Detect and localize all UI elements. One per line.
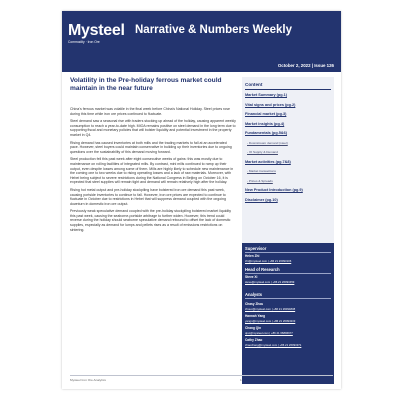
logo-tagline: Commodity · Iron Ore [68,40,100,44]
contents-heading: Content [245,82,263,87]
contact-name: Steve Xi [245,275,258,279]
analysts-label: Analysts [245,292,263,297]
contact-name: Chasy Zhou [245,302,264,306]
contact-details[interactable]: zhi@mysteel.com | +86 21 26093106 [245,259,292,263]
masthead [62,11,341,60]
contact-details[interactable]: yangn@mysteel.com | +86 21 26093233 [245,319,296,323]
issue-date: October 2, 2022 | Issue 126 [277,63,334,68]
toc-link-market-insights[interactable]: Market insights (pg.4) [245,121,285,126]
contact-name: Helen Zhi [245,254,260,258]
toc-link-io-supply-demand[interactable]: - IO Supply & Demand [247,150,278,154]
article-paragraph: Steel demand saw a seasonal rise with traders stocking up ahead of the holiday, causing apparent weekly consumption to reach a year-to-date high. MIOA remains positive on steel demand in the long term due to supporting fiscal and monetary policies that will bolster liquidity and potential investment in the property market in Q4. [70,119,236,137]
contact-name: Hannah Yang [245,314,266,318]
footer-divider [70,375,333,376]
dateline-bar [62,60,341,72]
divider [245,273,331,274]
divider [245,298,331,299]
divider [245,89,331,90]
mysteel-logo: Mysteel [68,22,125,39]
article-body [70,107,236,235]
divider [245,252,331,253]
newsletter-page [62,11,341,389]
contact-details[interactable]: qinc@mysteel.com | +86 21 66896977 [245,331,293,335]
toc-link-market-transactions[interactable]: - Market transactions [247,169,276,173]
contact-name: Cathy Zhao [245,338,263,342]
head-of-research-label: Head of Research [245,267,280,272]
toc-link-prices-spreads[interactable]: - Prices & Spreads [247,178,273,183]
toc-link-vital-signs[interactable]: Vital signs and prices (pg.2) [245,102,296,107]
toc-link-fundamentals[interactable]: Fundamentals (pg.5&6) [245,131,287,135]
page-number: 1 [240,378,242,382]
footer-publisher: Mysteel Iron Ore Analytics [70,378,106,382]
article-paragraph: Rising hot metal output and pre-holiday stockpiling have bolstered iron ore demand this past week, causing portside inventories to continue to fall. However, iron ore prices are expected to continue to fluctuate in October due to restrictions in Hebei that will suppress demand coupled with the ongoing downturn in domestic iron ore output. [70,187,226,206]
contact-name: Chang Qin [245,326,262,330]
article-paragraph: Steel production fell this past week after eight consecutive weeks of gains: this was mostly due to maintenance on rolling facilities of integrated mills. By contrast, mini mills continued to ramp up their output, even despite losses among some of them. Mills are highly likely to schedule new maintenance in the coming one to two weeks due to rising operating losses and a lack of raw materials. Moreover, with Hebei being subject to severe restrictions during the National Congress in Beijing on October 16, it is expected that steel supplies will remain tight and demand will remain relatively high after the holiday. [70,157,234,185]
article-paragraph: China's ferrous market was volatile in the final week before China's National Holiday. Steel prices rose during this time while iron ore prices continued to fluctuate. [70,107,230,116]
toc-link-market-activities[interactable]: Market activities (pg.7&8) [245,159,291,164]
contact-details[interactable]: steve@mysteel.com | +86 21 26093459 [245,280,295,284]
table-of-contents [245,91,333,205]
toc-link-new-product[interactable]: New Product Introduction (pg.9) [245,188,303,192]
article-paragraph: Rising demand has caused inventories at both mills and the trading markets to fall at an accelerated pace. However, steel buyers could maintain conservative in building up their inventories due to ongoing questions over the sustainability of this demand moving forward. [70,140,232,154]
toc-link-financial-market[interactable]: Financial market (pg.3) [245,112,287,116]
contact-details[interactable]: zhouc@mysteel.com | +86 21 26094838 [245,307,296,311]
toc-link-disclaimer[interactable]: Disclaimer (pg.10) [245,197,278,202]
article-headline: Volatility in the Pre-holiday ferrous market could maintain in the near future [70,77,222,92]
newsletter-title: Narrative & Numbers Weekly [135,24,293,36]
supervisor-label: Supervisor [245,246,267,251]
toc-link-downstream-demand[interactable]: - Downstream demand (steel) [247,140,288,145]
article-paragraph: Previously weak speculative demand coupled with the pre-holiday stockpiling bolstered market liquidity this past week, causing the seaborne-portside arbitrage to further widen. However, this trend could reverse during the holiday should seaborne speculative demand rebound to offset the lack of domestic supplies, especially as demand for lumps and pellets rises as a result of emissions restrictions on sintering. [70,209,232,232]
toc-link-market-summary[interactable]: Market Summary (pg.1) [245,93,287,97]
contact-details[interactable]: zhaochang@mysteel.com | +86 21 26093371 [245,343,302,347]
